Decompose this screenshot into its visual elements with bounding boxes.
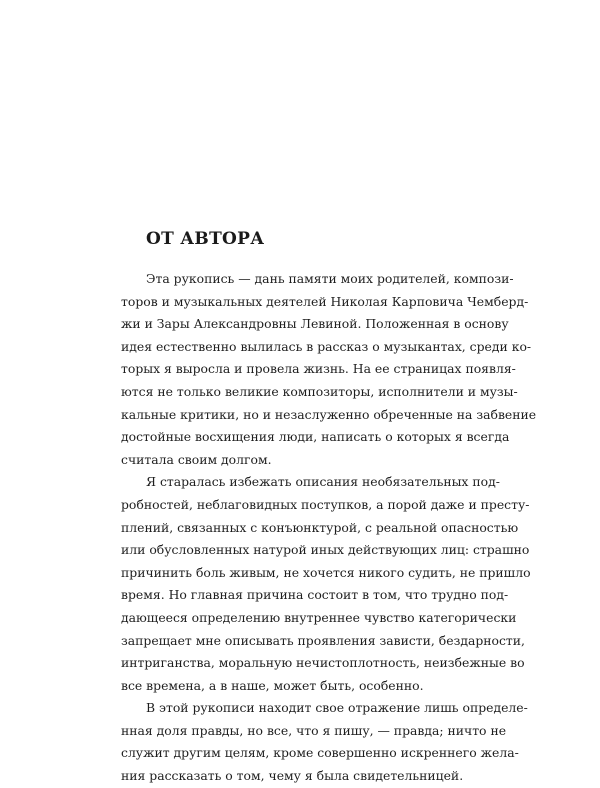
text-line: нная доля правды, но все, что я пишу, — правда; ничто не bbox=[121, 722, 507, 738]
text-line: идея естественно вылилась в рассказ о музыкантах, среди ко- bbox=[121, 338, 532, 354]
text-line: служит другим целям, кроме совершенно искреннего жела- bbox=[121, 745, 519, 761]
text-line: запрещает мне описывать проявления зависти, бездарности, bbox=[121, 632, 525, 648]
text-line: торых я выросла и провела жизнь. На ее страницах появля- bbox=[121, 361, 516, 377]
text-line: достойные восхищения люди, написать о которых я всегда bbox=[121, 429, 510, 445]
paragraph-3 bbox=[121, 697, 528, 787]
text-line: дающееся определению внутреннее чувство категорически bbox=[121, 609, 517, 625]
chapter-heading: ОТ АВТОРА bbox=[146, 229, 265, 249]
text-line: Я старалась избежать описания необязательных под- bbox=[146, 474, 500, 490]
text-line: торов и музыкальных деятелей Николая Карповича Чемберд- bbox=[121, 293, 529, 309]
text-line: все времена, а в наше, может быть, особенно. bbox=[121, 677, 424, 693]
text-line: жи и Зары Александровны Левиной. Положенная в основу bbox=[121, 316, 509, 332]
text-line: робностей, неблаговидных поступков, а порой даже и престу- bbox=[121, 496, 530, 512]
paragraph-2 bbox=[121, 471, 531, 697]
text-line: плений, связанных с конъюнктурой, с реальной опасностью bbox=[121, 519, 519, 535]
text-line: ются не только великие композиторы, исполнители и музы- bbox=[121, 383, 518, 399]
text-line: причинить боль живым, не хочется никого судить, не пришло bbox=[121, 564, 531, 580]
text-line: Эта рукопись — дань памяти моих родителей, компози- bbox=[146, 271, 514, 286]
text-line: или обусловленных натурой иных действующих лиц: страшно bbox=[121, 542, 530, 558]
text-line: кальные критики, но и незаслуженно обреченные на забвение bbox=[121, 406, 537, 422]
text-line: ния рассказать о том, чему я была свидетельницей. bbox=[121, 768, 464, 784]
body-text bbox=[121, 268, 537, 788]
text-line: считала своим долгом. bbox=[121, 451, 272, 467]
text-line: интриганства, моральную нечистоплотность, неизбежные во bbox=[121, 655, 525, 671]
paragraph-1 bbox=[121, 268, 537, 471]
text-line: В этой рукописи находит свое отражение лишь определе- bbox=[146, 700, 528, 716]
text-line: время. Но главная причина состоит в том, что трудно под- bbox=[121, 587, 509, 603]
